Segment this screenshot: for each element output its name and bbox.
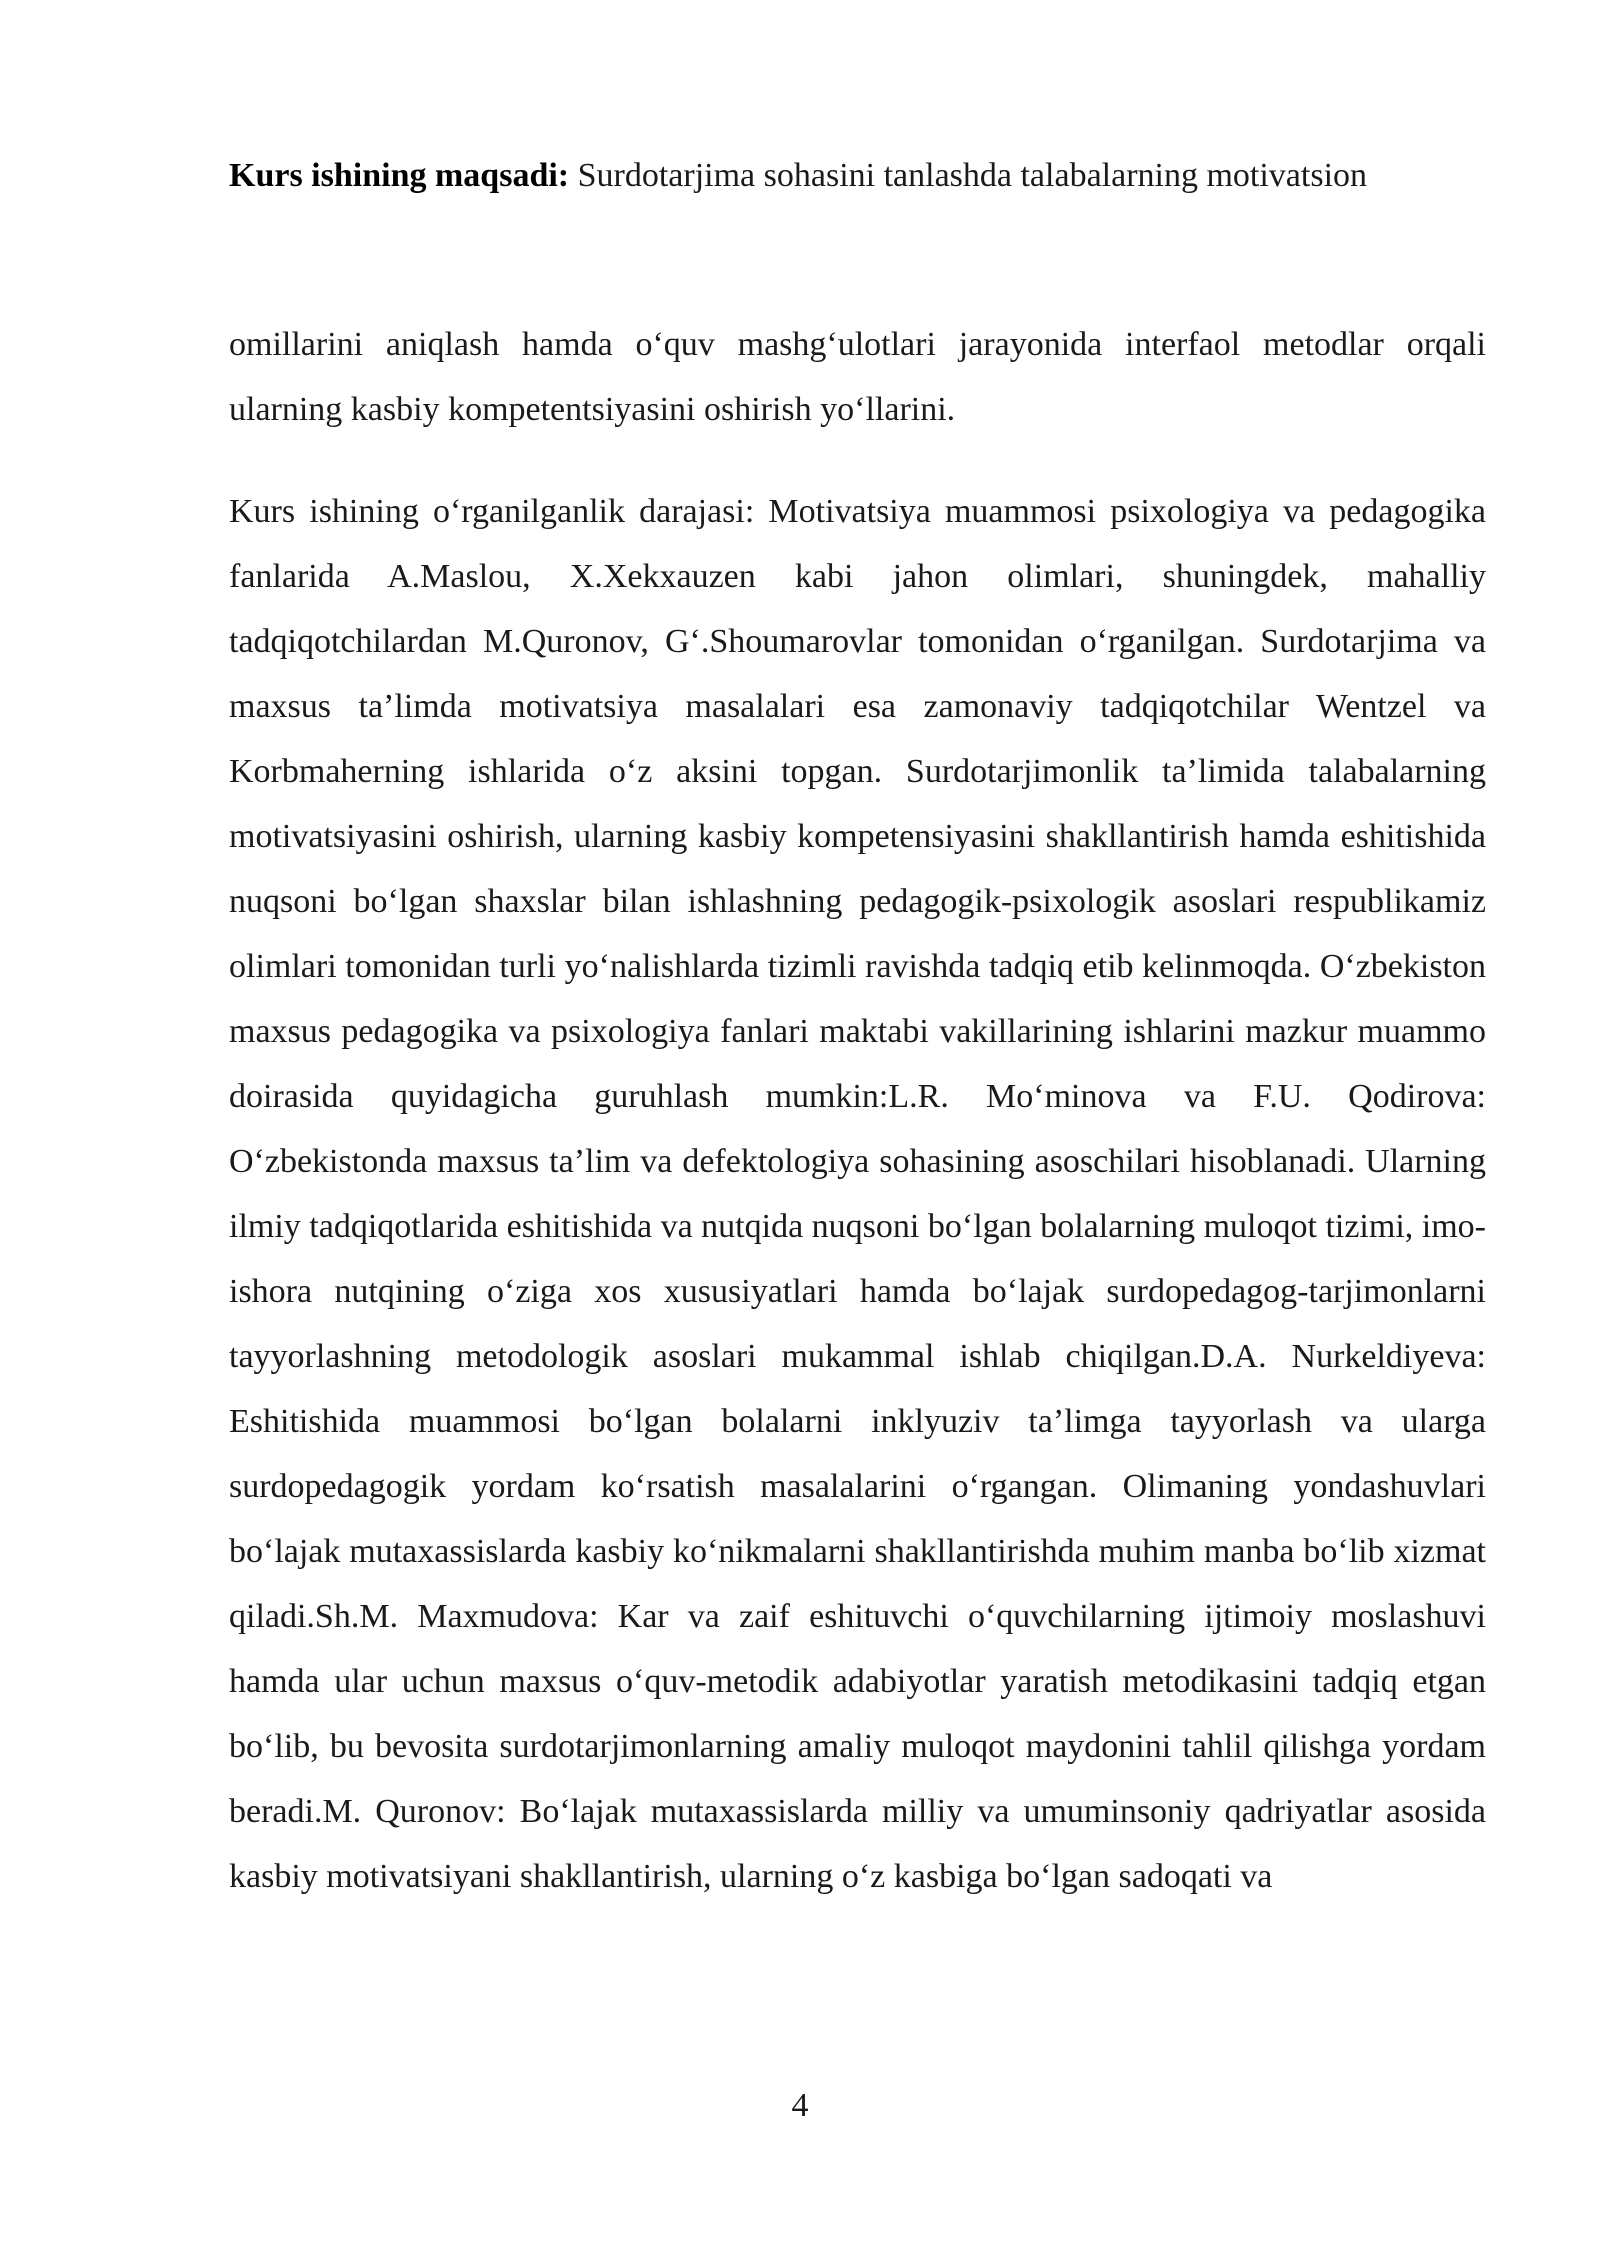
purpose-continued-text: omillarini aniqlash hamda o‘quv mashg‘ulotlari jarayonida interfaol metodlar orqali ularning kasbiy kompetentsiyasini oshirish yo‘llarini. <box>229 326 1486 428</box>
paragraph-study-level <box>229 479 1486 1909</box>
page-number: 4 <box>791 2087 809 2124</box>
purpose-heading: Kurs ishining maqsadi: <box>229 157 570 194</box>
purpose-text: Surdotarjima sohasini tanlashda talabalarning motivatsion <box>569 157 1368 194</box>
study-level-text: Kurs ishining o‘rganilganlik darajasi: Motivatsiya muammosi psixologiya va pedagogika fanlarida A.Maslou, X.Xekxauzen kabi jahon olimlari, shuningdek, mahalliy tadqiqotchilardan M.Quronov, G‘.Shoumarovlar tomonidan o‘rganilgan. Surdotarjima va maxsus ta’limda motivatsiya masalalari esa zamonaviy tadqiqotchilar Wentzel va Korbmaherning ishlarida o‘z aksini topgan. Surdotarjimonlik ta’limida talabalarning motivatsiyasini oshirish, ularning kasbiy kompetensiyasini shakllantirish hamda eshitishida nuqsoni bo‘lgan shaxslar bilan ishlashning pedagogik-psixologik asoslari respublikamiz olimlari tomonidan turli yo‘nalishlarda tizimli ravishda tadqiq etib kelinmoqda. O‘zbekiston maxsus pedagogika va psixologiya fanlari maktabi vakillarining ishlarini mazkur muammo doirasida quyidagicha guruhlash mumkin:L.R. Mo‘minova va F.U. Qodirova: O‘zbekistonda maxsus ta’lim va defektologiya sohasining asoschilari hisoblanadi. Ularning ilmiy tadqiqotlarida eshitishida va nutqida nuqsoni bo‘lgan bolalarning muloqot tizimi, imo-ishora nutqining o‘ziga xos xususiyatlari hamda bo‘lajak surdopedagog-tarjimonlarni tayyorlashning metodologik asoslari mukammal ishlab chiqilgan.D.A. Nurkeldiyeva: Eshitishida muammosi bo‘lgan bolalarni inklyuziv ta’limga tayyorlash va ularga surdopedagogik yordam ko‘rsatish masalalarini o‘rgangan. Olimaning yondashuvlari bo‘lajak mutaxassislarda kasbiy ko‘nikmalarni shakllantirishda muhim manba bo‘lib xizmat qiladi.Sh.M. Maxmudova: Kar va zaif eshituvchi o‘quvchilarning ijtimoiy moslashuvi hamda ular uchun maxsus o‘quv-metodik adabiyotlar yaratish metodikasini tadqiq etgan bo‘lib, bu bevosita surdotarjimonlarning amaliy muloqot maydonini tahlil qilishga yordam beradi.M. Quronov: Bo‘lajak mutaxassislarda milliy va umuminsoniy qadriyatlar asosida kasbiy motivatsiyani shakllantirish, ularning o‘z kasbiga bo‘lgan sadoqati va <box>229 493 1486 1895</box>
purpose-paragraph <box>229 143 1486 208</box>
paragraph-purpose <box>229 143 1486 208</box>
paragraph-purpose-continued <box>229 312 1486 442</box>
